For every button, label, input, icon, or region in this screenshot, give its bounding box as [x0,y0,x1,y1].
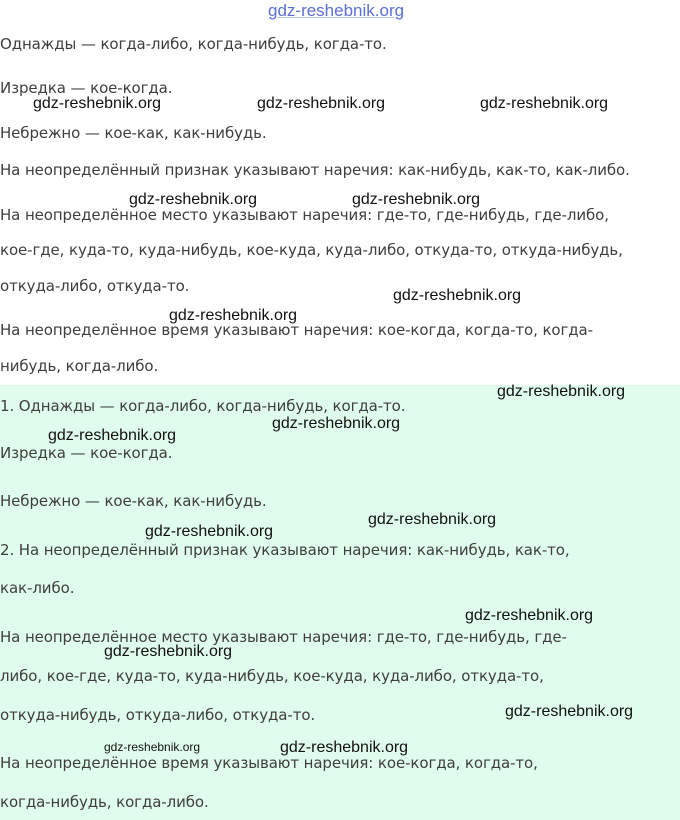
answer-line-2: Изредка — кое-когда. [0,444,173,462]
task-line-8: На неопределённое время указывают наречия: кое-когда, когда-то, когда- [0,321,593,339]
header-watermark: gdz-reshebnik.org [268,1,405,20]
watermark: gdz-reshebnik.org [169,307,298,324]
watermark: gdz-reshebnik.org [505,703,634,720]
task-line-6: кое-где, куда-то, куда-нибудь, кое-куда, куда-либо, откуда-то, откуда-нибудь, [0,241,623,259]
watermark: gdz-reshebnik.org [280,739,409,756]
task-line-9: нибудь, когда-либо. [0,357,159,375]
answer-line-3: Небрежно — кое-как, как-нибудь. [0,492,267,510]
answer-line-7: либо, кое-где, куда-то, куда-нибудь, кое-куда, куда-либо, откуда-то, [0,667,544,685]
watermark: gdz-reshebnik.org [145,523,274,540]
watermark: gdz-reshebnik.org [257,95,386,112]
answer-line-8: откуда-нибудь, откуда-либо, откуда-то. [0,706,316,724]
watermark: gdz-reshebnik.org [104,740,201,754]
answer-line-4: 2. На неопределённый признак указывают наречия: как-нибудь, как-то, [0,541,570,559]
watermark: gdz-reshebnik.org [480,95,609,112]
task-line-4: На неопределённый признак указывают наречия: как-нибудь, как-то, как-либо. [0,161,630,179]
answer-line-6: На неопределённое место указывают наречия: где-то, где-нибудь, где- [0,628,567,646]
answer-line-1: 1. Однажды — когда-либо, когда-нибудь, когда-то. [0,397,406,415]
watermark: gdz-reshebnik.org [393,287,522,304]
watermark: gdz-reshebnik.org [129,191,258,208]
watermark: gdz-reshebnik.org [497,383,626,400]
task-line-3: Небрежно — кое-как, как-нибудь. [0,124,267,142]
watermark: gdz-reshebnik.org [465,607,594,624]
watermark: gdz-reshebnik.org [48,427,177,444]
watermark: gdz-reshebnik.org [272,415,401,432]
watermark: gdz-reshebnik.org [368,511,497,528]
task-line-2: Изредка — кое-когда. [0,79,173,97]
answer-line-9: На неопределённое время указывают наречия: кое-когда, когда-то, [0,754,538,772]
watermark: gdz-reshebnik.org [352,191,481,208]
watermark: gdz-reshebnik.org [104,643,233,660]
task-line-1: Однажды — когда-либо, когда-нибудь, когда-то. [0,35,387,53]
watermark: gdz-reshebnik.org [33,95,162,112]
task-line-7: откуда-либо, откуда-то. [0,277,190,295]
answer-line-5: как-либо. [0,579,75,597]
task-line-5: На неопределённое место указывают наречия: где-то, где-нибудь, где-либо, [0,206,609,224]
answer-line-10: когда-нибудь, когда-либо. [0,793,209,811]
